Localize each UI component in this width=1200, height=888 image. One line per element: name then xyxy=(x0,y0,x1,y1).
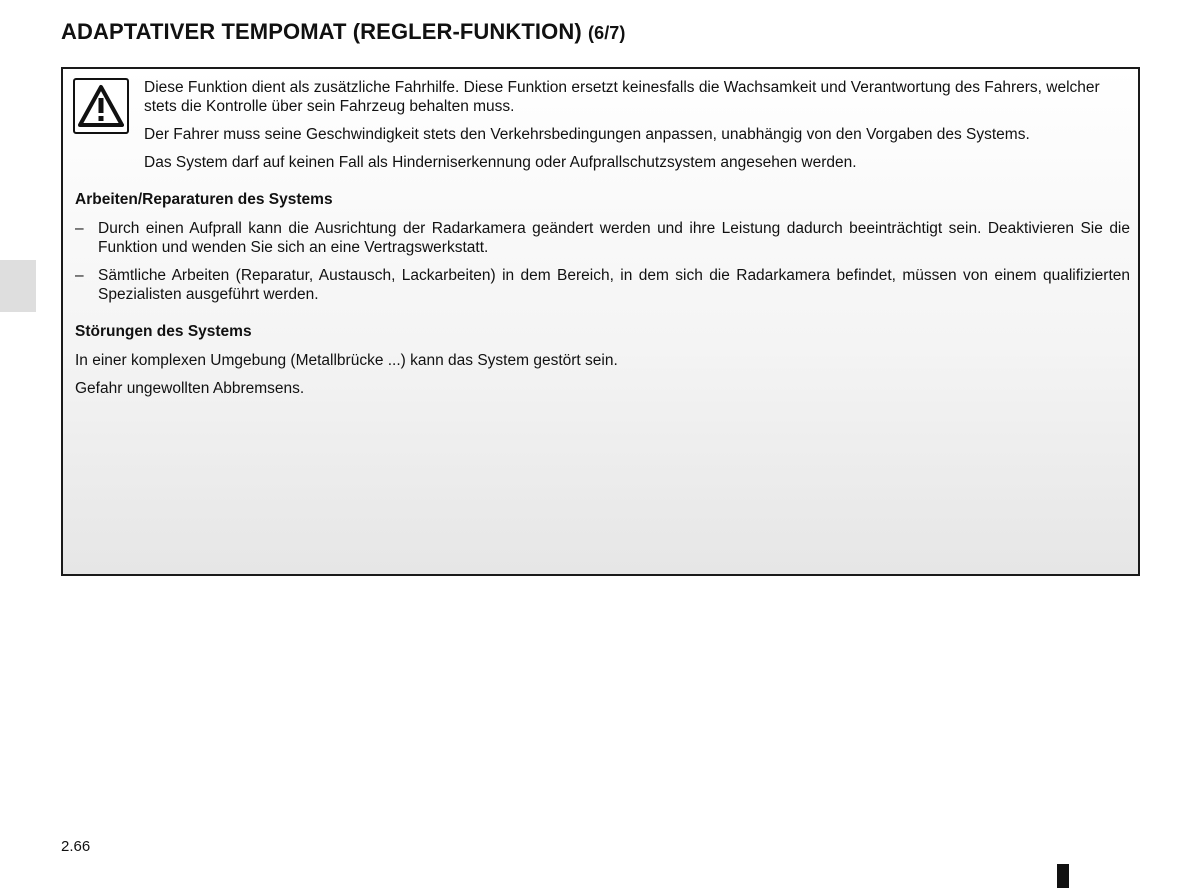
warning-triangle-icon xyxy=(73,78,129,134)
list-item xyxy=(75,219,1130,257)
bullet-dash: – xyxy=(75,267,84,284)
bullet-dash: – xyxy=(75,220,84,237)
repairs-list xyxy=(75,219,1130,304)
fault-paragraph: Gefahr ungewollten Abbremsens. xyxy=(75,380,305,397)
section-heading-repairs: Arbeiten/Reparaturen des Systems xyxy=(75,191,333,208)
corner-mark xyxy=(1057,864,1069,888)
page-title-text: ADAPTATIVER TEMPOMAT (REGLER-FUNKTION) xyxy=(61,19,582,44)
warning-content xyxy=(75,190,1130,407)
page-title xyxy=(61,19,626,45)
fault-paragraph: In einer komplexen Umgebung (Metallbrücke ...) kann das System gestört sein. xyxy=(75,352,618,369)
list-item-text: Durch einen Aufprall kann die Ausrichtung der Radarkamera geändert werden und ihre Leistung dadurch beeinträchtigt sein. Deaktivieren Sie die Funktion und wenden Sie sich an eine Vertragswerkstatt. xyxy=(98,220,1130,256)
list-item-text: Sämtliche Arbeiten (Reparatur, Austausch, Lackarbeiten) in dem Bereich, in dem sich die Radarkamera befindet, müssen von einem qualifizierten Spezialisten ausgeführt werden. xyxy=(98,267,1130,303)
warning-intro xyxy=(144,78,1129,181)
intro-paragraph: Diese Funktion dient als zusätzliche Fahrhilfe. Diese Funktion ersetzt keinesfalls die Wachsamkeit und Verantwortung des Fahrers, welcher stets die Kontrolle über sein Fahrzeug behalten muss. xyxy=(144,79,1100,115)
warning-box xyxy=(61,67,1140,576)
intro-paragraph: Das System darf auf keinen Fall als Hinderniserkennung oder Aufprallschutzsystem angesehen werden. xyxy=(144,154,857,171)
page-title-part: (6/7) xyxy=(587,23,626,43)
section-heading-faults: Störungen des Systems xyxy=(75,323,252,340)
intro-paragraph: Der Fahrer muss seine Geschwindigkeit stets den Verkehrsbedingungen anpassen, unabhängig von den Vorgaben des Systems. xyxy=(144,126,1030,143)
page-number: 2.66 xyxy=(61,838,91,855)
list-item xyxy=(75,266,1130,304)
chapter-tab xyxy=(0,260,36,312)
